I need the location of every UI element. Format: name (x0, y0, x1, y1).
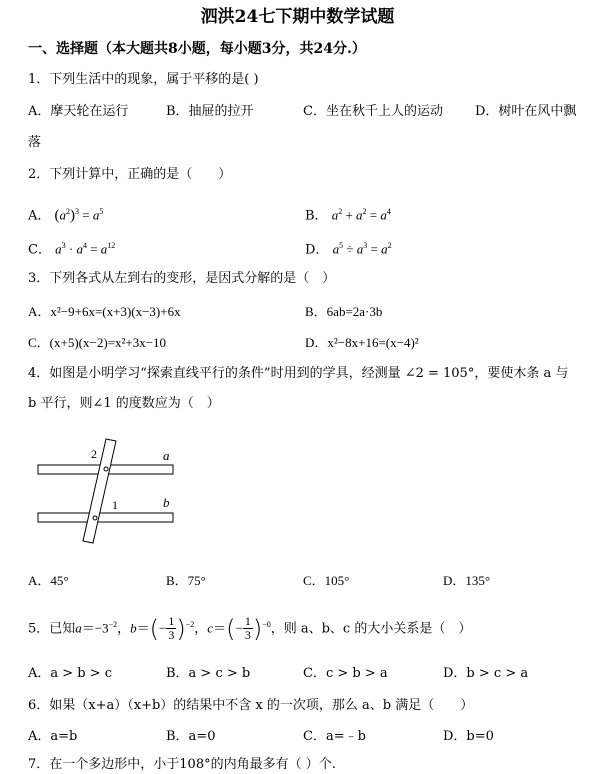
q7-stem: 7．在一个多边形中，小于108°的内角最多有（ ）个. (28, 757, 336, 772)
q5-option-d: D．b > c > a (443, 666, 529, 681)
page-title: 泗洪24七下期中数学试题 (200, 7, 395, 27)
q5-option-c: C．c > b > a (303, 666, 388, 681)
q5-stem: 5．已知$a=-3^{-2}$，b＝(− $\frac{1}{3}$ )$^{-2}$，c＝(− $\frac{1}{3}$ )$^{-0}$，则 a、b、c 的大小关系是（ ） (28, 614, 472, 643)
q4-stem-line2: b 平行，则∠1 的度数应为（ ） (28, 396, 220, 411)
q6-option-a: A．a=b (28, 729, 78, 744)
line-b-label: b (163, 495, 170, 510)
q2-stem: 2．下列计算中，正确的是（ ） (28, 167, 232, 182)
q5-option-a: A．a > b > c (28, 666, 113, 681)
q4-option-a: A．45° (28, 573, 69, 588)
q3-option-a: A．x²−9+6x=(x+3)(x−3)+6x (28, 304, 181, 319)
q3-option-b: B．6ab=2a·3b (305, 304, 383, 319)
q6-option-b: B．a=0 (166, 729, 216, 744)
q1-option-d: D．树叶在风中飘 (475, 104, 577, 119)
diagonal-strip (83, 439, 116, 543)
pivot-upper (104, 467, 108, 471)
q1-stem: 1．下列生活中的现象，属于平移的是( ) (28, 72, 259, 87)
q2-option-c: C． $a^3 \cdot a^4 = a^{12}$ (28, 241, 116, 258)
q2-option-a: A． $(a^2)^3 = a^5$ (28, 207, 104, 224)
q3-option-c: C．(x+5)(x−2)=x²+3x−10 (28, 335, 167, 350)
q2-c-label: C． (28, 242, 51, 258)
angle-2-label: 2 (91, 447, 97, 461)
q3-option-d: D．x²−8x+16=(x−4)² (305, 335, 419, 350)
section-heading: 一、选择题（本大题共8小题，每小题3分，共24分.） (28, 41, 366, 57)
q2-d-label: D． (305, 242, 329, 258)
pivot-lower (93, 516, 97, 520)
q6-stem: 6．如果（x+a）（x+b）的结果中不含 x 的一次项，那么 a、b 满足（ ） (28, 698, 474, 713)
line-a-label: a (163, 448, 170, 463)
q4-stem-line1: 4．如图是小明学习“探索直线平行的条件”时用到的学具，经测量 ∠2 = 105°，要使木条 a 与 (28, 366, 569, 381)
q4-option-b: B．75° (166, 573, 206, 588)
q1-option-b: B．抽屉的拉开 (166, 104, 254, 119)
q3-stem: 3．下列各式从左到右的变形，是因式分解的是（ ） (28, 271, 336, 286)
q6-option-d: D．b=0 (443, 729, 494, 744)
q6-option-c: C．a=﹣b (303, 729, 366, 744)
q4-option-d: D．135° (443, 573, 491, 588)
q1-option-d-cont: 落 (28, 135, 42, 150)
parallel-lines-figure (0, 430, 595, 570)
q1-option-c: C．坐在秋千上人的运动 (303, 104, 443, 119)
q2-a-label: A． (28, 208, 51, 224)
q5-stem-tail: ，则 a、b、c 的大小关系是（ ） (270, 621, 472, 637)
strip-b (38, 513, 173, 522)
q5-option-b: B．a > c > b (166, 666, 251, 681)
q1-option-a: A．摩天轮在运行 (28, 104, 129, 119)
q2-b-label: B． (305, 208, 328, 224)
q2-option-b: B． $a^2 + a^2 = a^4$ (305, 207, 391, 224)
q2-option-d: D． $a^5 \div a^3 = a^2$ (305, 241, 392, 258)
q4-option-c: C．105° (303, 573, 350, 588)
angle-1-label: 1 (112, 498, 118, 512)
